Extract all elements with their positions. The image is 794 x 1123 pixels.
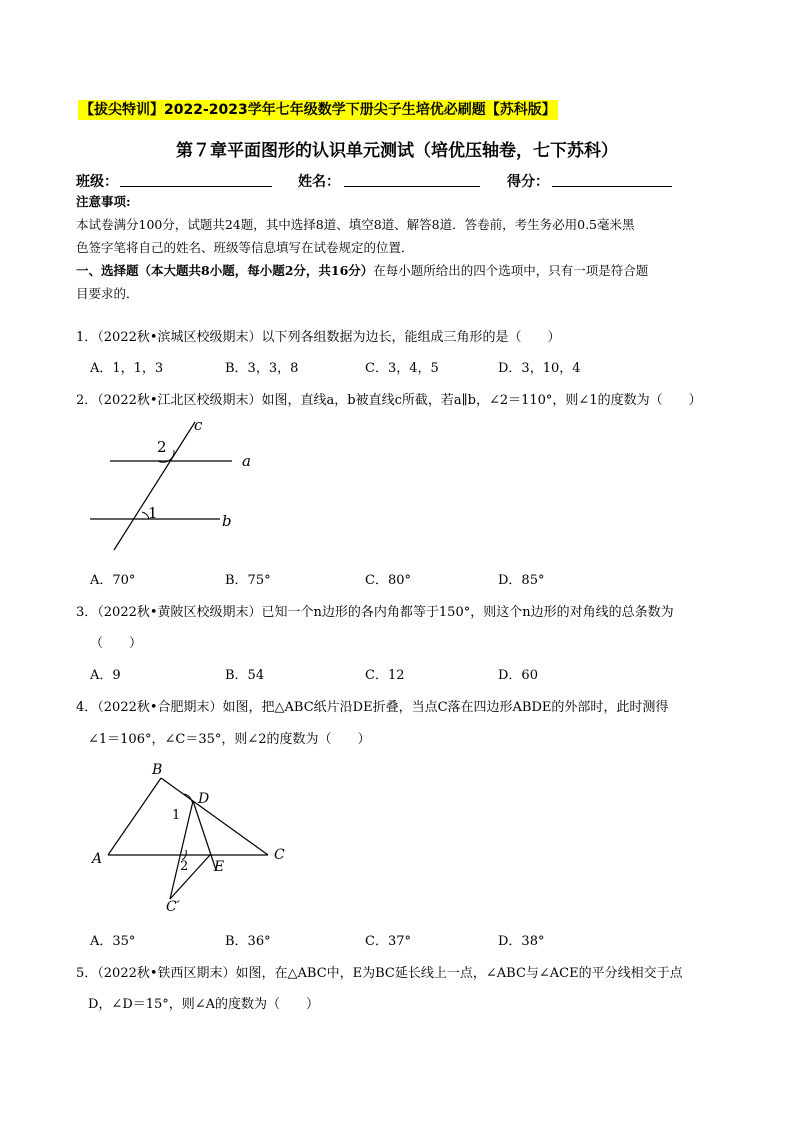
side-ab bbox=[108, 778, 161, 855]
question-3-paren: （ ） bbox=[90, 636, 143, 651]
name-blank[interactable] bbox=[344, 186, 480, 187]
label-c: C bbox=[274, 847, 285, 863]
section-heading-line-2: 目要求的． bbox=[76, 286, 139, 301]
q4-option-a[interactable]: A．35° bbox=[90, 934, 136, 949]
label-b: b bbox=[222, 512, 232, 530]
question-3: 3．（2022秋•黄陂区校级期末）已知一个n边形的各内角都等于150°，则这个n边形的对角线的总条数为 bbox=[76, 605, 674, 620]
label-1: 1 bbox=[148, 504, 158, 522]
q1-option-b[interactable]: B．3，3，8 bbox=[225, 361, 299, 376]
q4-option-c[interactable]: C．37° bbox=[365, 934, 411, 949]
label-1: 1 bbox=[172, 808, 181, 823]
label-2: 2 bbox=[180, 859, 189, 874]
score-blank[interactable] bbox=[552, 186, 672, 187]
label-b: B bbox=[152, 762, 163, 778]
class-blank[interactable] bbox=[120, 186, 272, 187]
label-c: c bbox=[194, 416, 203, 434]
question-5-line-2: D，∠D＝15°，则∠A的度数为（ ） bbox=[88, 997, 320, 1012]
question-4-line-2: ∠1＝106°，∠C＝35°，则∠2的度数为（ ） bbox=[88, 732, 371, 747]
fold-ec-prime bbox=[170, 855, 210, 899]
q4-option-b[interactable]: B．36° bbox=[225, 934, 271, 949]
notes-line-1: 本试卷满分100分，试题共24题，其中选择8道、填空8道、解答8道．答卷前，考生务必用0.5毫米黑 bbox=[76, 217, 635, 232]
score-label: 得分： bbox=[507, 174, 549, 190]
q2-option-c[interactable]: C．80° bbox=[365, 573, 411, 588]
q4-option-d[interactable]: D．38° bbox=[498, 934, 545, 949]
q2-option-b[interactable]: B．75° bbox=[225, 573, 271, 588]
question-5: 5．（2022秋•铁西区期末）如图，在△ABC中，E为BC延长线上一点，∠ABC与∠ACE的平分线相交于点 bbox=[76, 966, 683, 981]
q4-folded-triangle-figure bbox=[86, 756, 296, 916]
crease-de bbox=[193, 801, 216, 870]
q3-option-c[interactable]: C．12 bbox=[365, 668, 405, 683]
name-label: 姓名： bbox=[298, 174, 340, 190]
series-banner: 【拔尖特训】2022-2023学年七年级数学下册尖子生培优必刷题【苏科版】 bbox=[80, 102, 556, 118]
section-heading-bold: 一、选择题（本大题共8小题，每小题2分，共16分） bbox=[76, 263, 374, 278]
label-c-prime: C′ bbox=[166, 899, 180, 915]
question-1: 1．（2022秋•滨城区校级期末）以下列各组数据为边长，能组成三角形的是（ ） bbox=[76, 330, 561, 345]
label-a: a bbox=[242, 452, 251, 470]
question-2: 2．（2022秋•江北区校级期末）如图，直线a，b被直线c所截，若a∥b，∠2＝110°，则∠1的度数为（ ） bbox=[76, 393, 702, 408]
label-d: D bbox=[198, 791, 210, 807]
label-e: E bbox=[214, 859, 225, 875]
notes-line-2: 色签字笔将自己的姓名、班级等信息填写在试卷规定的位置． bbox=[76, 240, 414, 255]
page-title: 第７章平面图形的认识单元测试（培优压轴卷，七下苏科） bbox=[176, 141, 618, 161]
q2-parallel-lines-figure bbox=[80, 412, 280, 554]
q1-option-c[interactable]: C．3，4，5 bbox=[365, 361, 439, 376]
q2-option-a[interactable]: A．70° bbox=[90, 573, 136, 588]
q2-option-d[interactable]: D．85° bbox=[498, 573, 545, 588]
q3-option-d[interactable]: D．60 bbox=[498, 668, 538, 683]
q3-option-a[interactable]: A．9 bbox=[90, 668, 121, 683]
q3-option-b[interactable]: B．54 bbox=[225, 668, 265, 683]
notes-heading: 注意事项: bbox=[76, 194, 131, 209]
label-2: 2 bbox=[157, 438, 167, 456]
section-heading-rest: 在每小题所给出的四个选项中，只有一项是符合题 bbox=[373, 263, 649, 278]
section-heading bbox=[76, 259, 648, 282]
question-4: 4．（2022秋•合肥期末）如图，把△ABC纸片沿DE折叠，当点C落在四边形ABDE的外部时，此时测得 bbox=[76, 700, 669, 715]
label-a: A bbox=[92, 851, 103, 867]
q1-option-d[interactable]: D．3，10，4 bbox=[498, 361, 581, 376]
class-label: 班级： bbox=[76, 174, 118, 190]
q1-option-a[interactable]: A．1，1，3 bbox=[90, 361, 164, 376]
transversal-c bbox=[114, 422, 195, 550]
